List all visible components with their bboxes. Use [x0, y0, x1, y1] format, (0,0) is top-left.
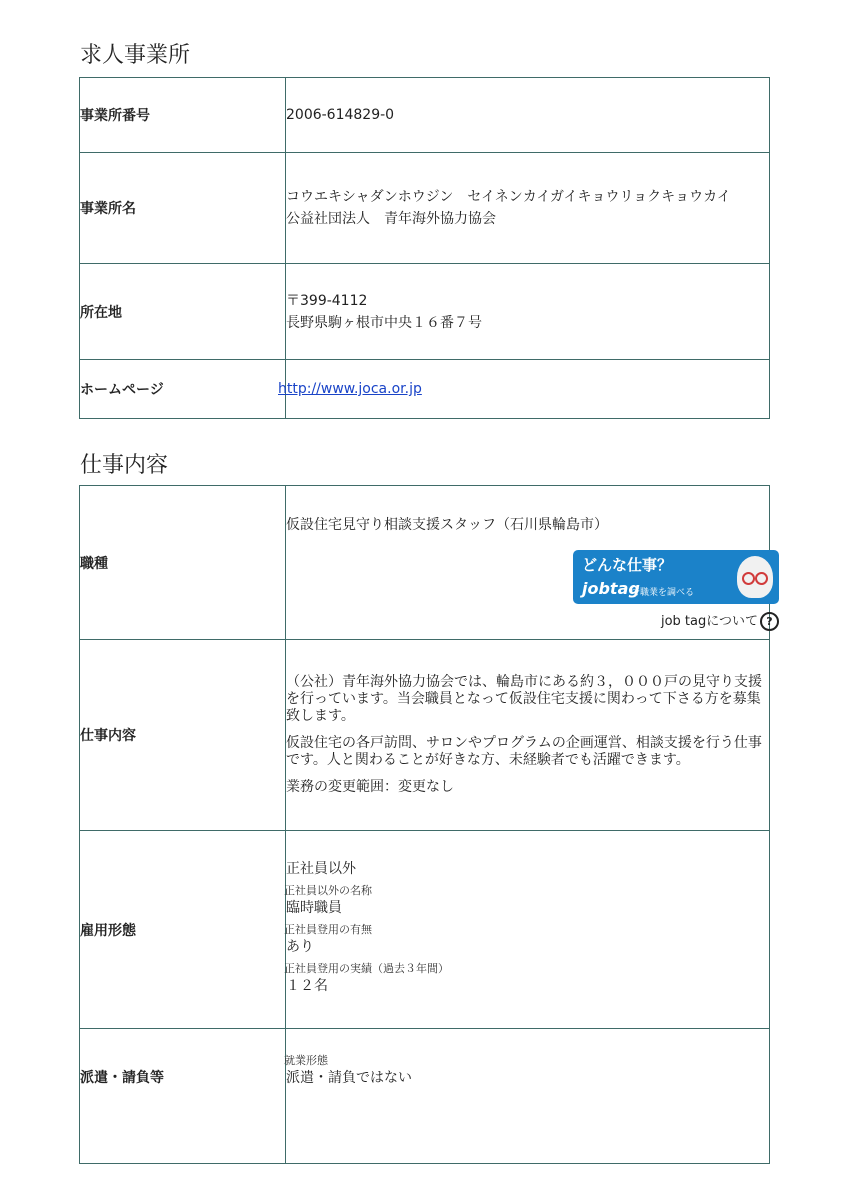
row-office-name [80, 153, 770, 264]
value-homepage [278, 360, 770, 419]
promotion-record-label: 正社員登用の実績（過去３年間） [284, 962, 449, 975]
jobtag-banner-button[interactable] [573, 550, 779, 604]
job-table [79, 485, 773, 1164]
promotion-record-value: １２名 [286, 978, 328, 994]
office-name-kanji: 公益社団法人 青年海外協力協会 [286, 211, 496, 227]
description-para-2: 仮設住宅の各戸訪問、サロンやプログラムの企画運営、相談支援を行う仕事です。人と関わることが好きな方、未経験者でも活躍できます。 [286, 735, 762, 768]
row-occupation [80, 486, 770, 640]
glasses-right-icon [755, 572, 768, 585]
promotion-label: 正社員登用の有無 [284, 923, 372, 936]
section-title-job: 仕事内容 [80, 453, 169, 478]
label-homepage: ホームページ [80, 360, 286, 419]
value-employment [286, 831, 770, 1029]
row-description [80, 640, 770, 831]
jobtag-banner-heading: どんな仕事？ [582, 556, 673, 574]
address-text: 長野県駒ヶ根市中央１６番７号 [286, 314, 482, 331]
dispatch-form-label: 就業形態 [284, 1054, 328, 1067]
section-title-office: 求人事業所 [80, 43, 191, 68]
description-para-3: 業務の変更範囲：変更なし [286, 779, 454, 795]
label-office-name: 事業所名 [80, 153, 286, 264]
office-table [79, 77, 770, 419]
promotion-value: あり [286, 939, 314, 955]
postal-code: 〒399-4112 [286, 292, 368, 309]
office-name-kana: コウエキシャダンホウジン セイネンカイガイキョウリョクキョウカイ [286, 189, 731, 205]
label-dispatch: 派遣・請負等 [80, 1029, 286, 1164]
mascot-icon [737, 556, 773, 598]
value-office-number: 2006-614829-0 [286, 78, 770, 153]
employment-type: 正社員以外 [286, 861, 356, 877]
jobtag-banner-subtext: で職業を調べる [631, 588, 695, 598]
occupation-text: 仮設住宅見守り相談支援スタッフ（石川県輪島市） [286, 517, 608, 533]
label-address: 所在地 [80, 264, 286, 360]
question-icon: ? [760, 612, 779, 631]
label-description: 仕事内容 [80, 640, 286, 831]
row-dispatch [80, 1029, 770, 1164]
label-occupation: 職種 [80, 486, 286, 640]
row-homepage [80, 360, 770, 419]
label-office-number: 事業所番号 [80, 78, 286, 153]
glasses-left-icon [742, 572, 755, 585]
occupation-block [286, 516, 773, 629]
value-office-name [286, 153, 770, 264]
label-employment: 雇用形態 [80, 831, 286, 1029]
jobtag-logo: jobtag [582, 579, 640, 598]
value-address [286, 264, 770, 360]
value-description [286, 640, 770, 831]
dispatch-form-value: 派遣・請負ではない [286, 1070, 412, 1086]
row-address [80, 264, 770, 360]
homepage-link[interactable]: http://www.joca.or.jp [278, 381, 422, 397]
jobtag-about-text: job tagについて [660, 614, 758, 629]
employment-name-label: 正社員以外の名称 [284, 884, 372, 897]
employment-name-value: 臨時職員 [286, 900, 342, 916]
row-employment [80, 831, 770, 1029]
row-office-number [80, 78, 770, 153]
jobtag-about-link[interactable] [661, 612, 779, 631]
value-dispatch [286, 1029, 770, 1164]
value-occupation [286, 486, 773, 640]
description-para-1: （公社）青年海外協力協会では、輪島市にある約３，０００戸の見守り支援を行っています。当会職員となって仮設住宅支援に関わって下さる方を募集致します。 [286, 674, 762, 724]
